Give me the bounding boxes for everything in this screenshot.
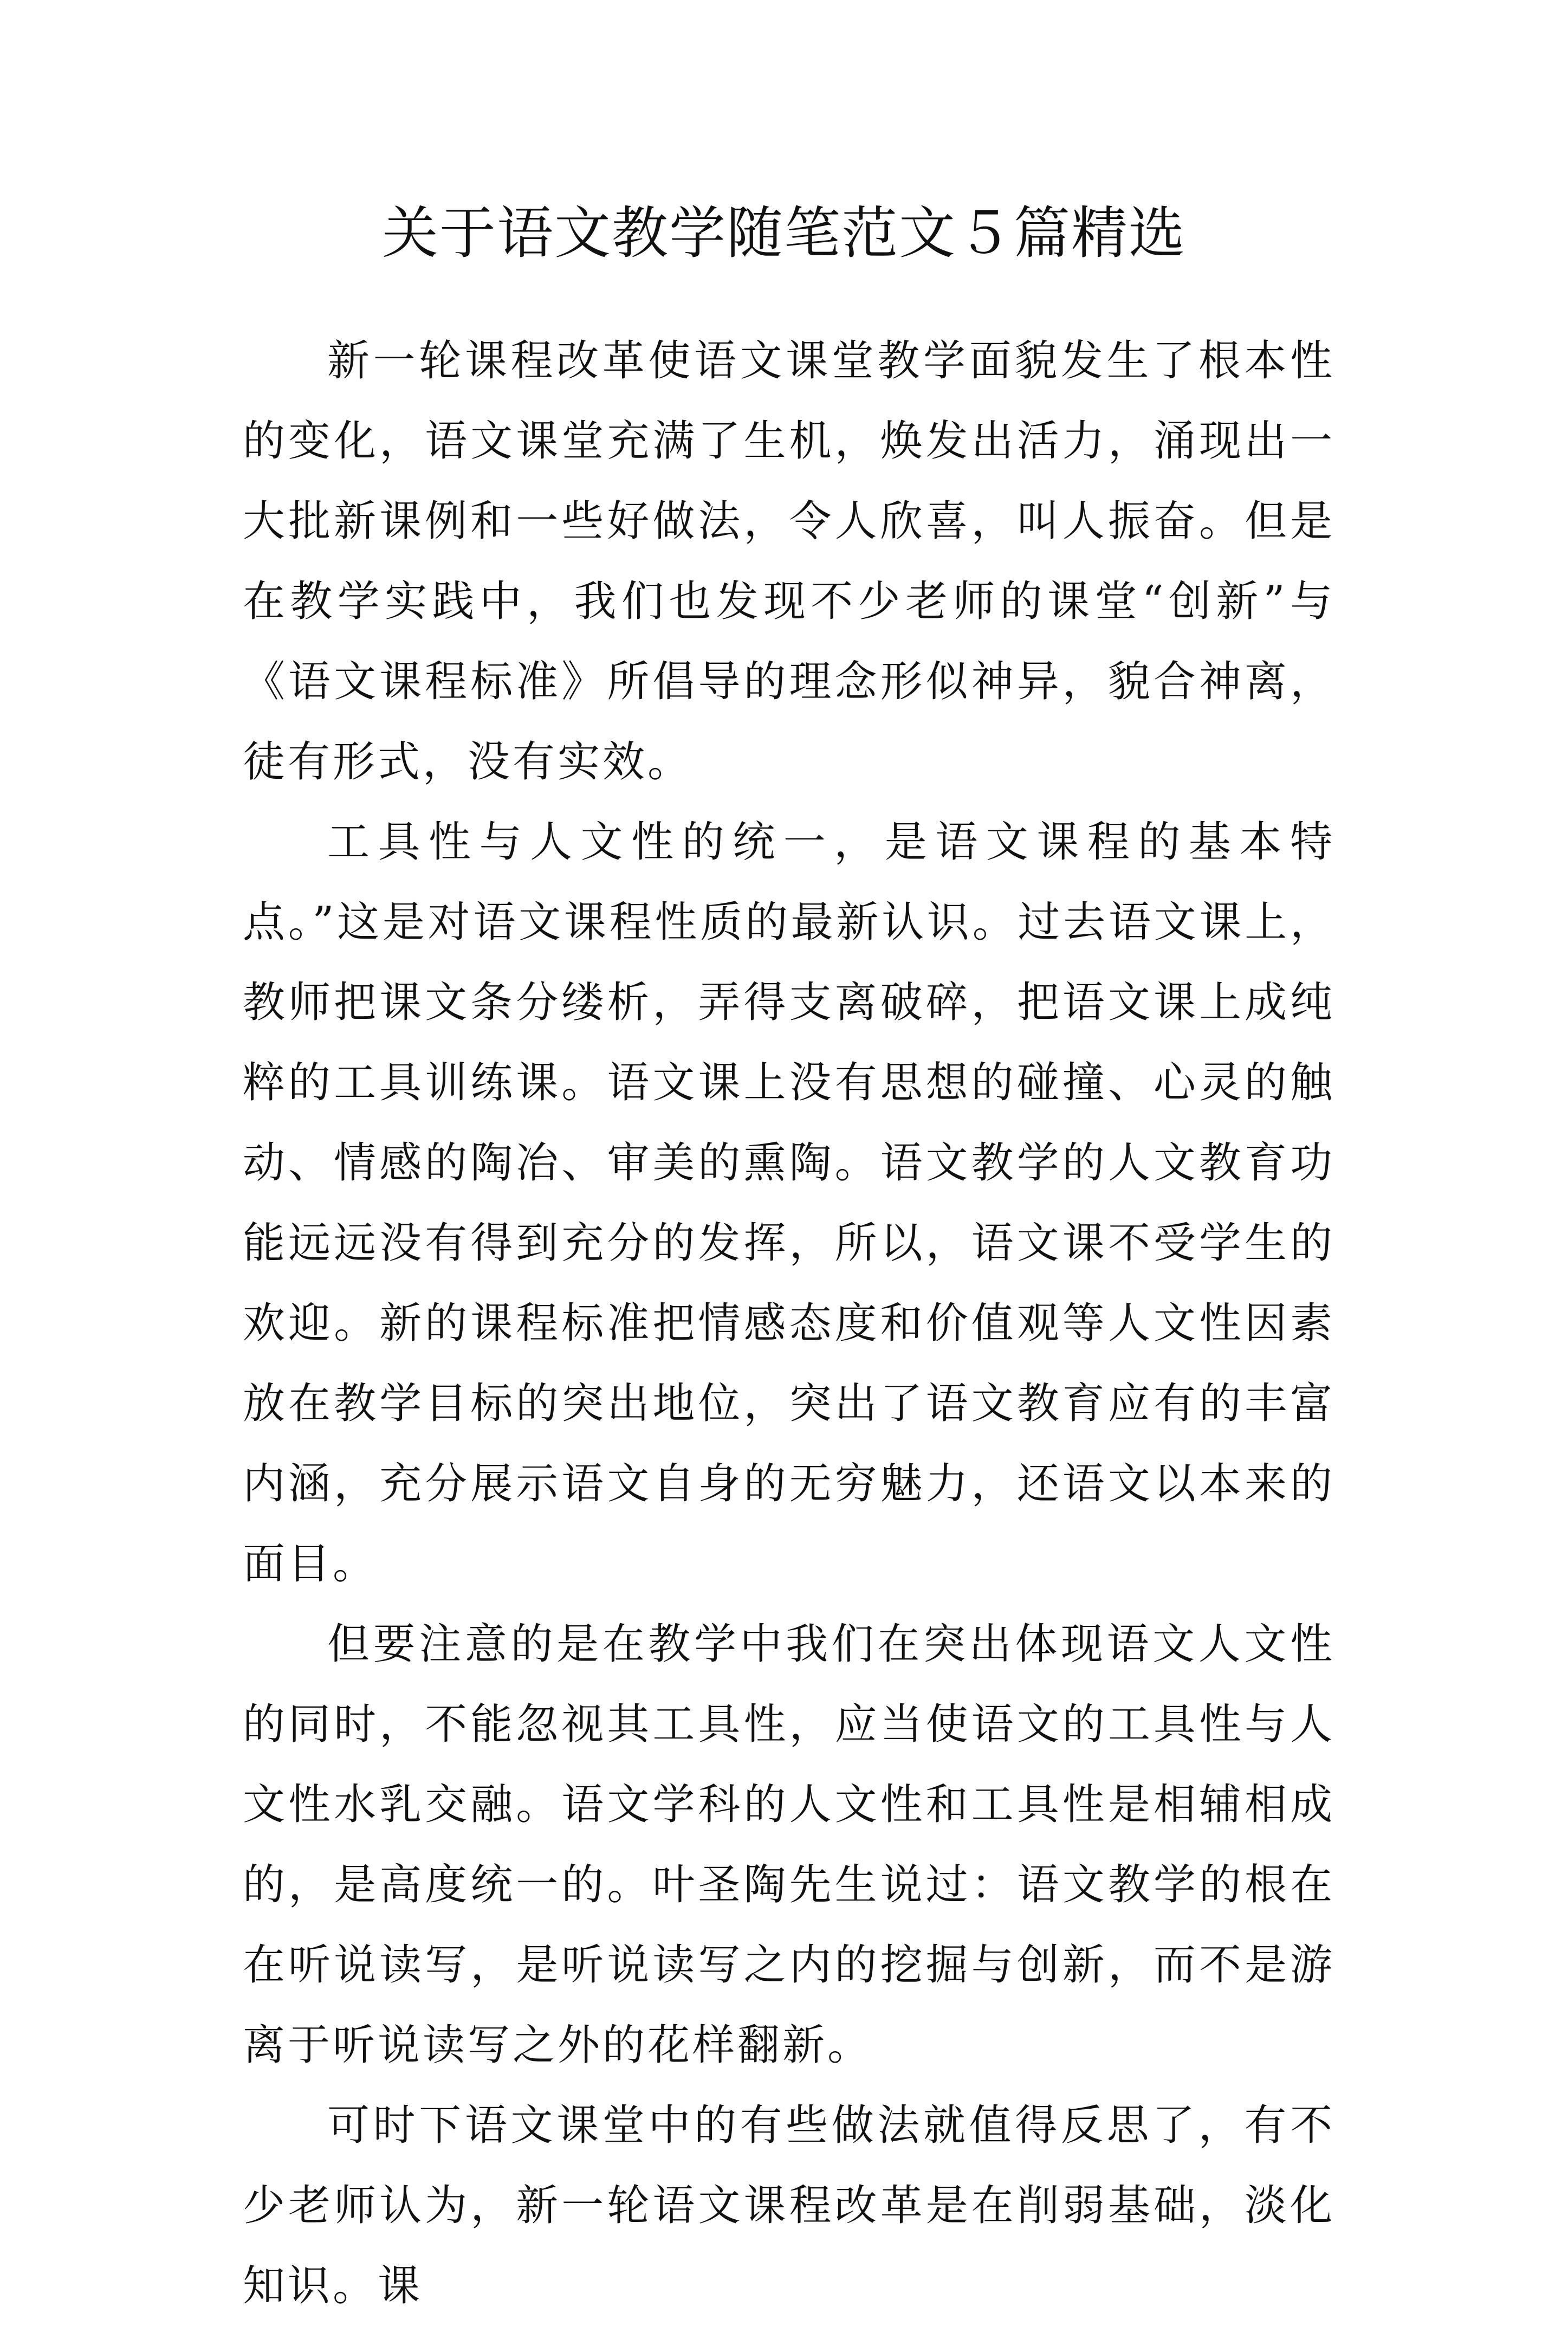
paragraph-1: 新一轮课程改革使语文课堂教学面貌发生了根本性的变化，语文课堂充满了生机，焕发出活力，涌现出一大批新课例和一些好做法，令人欣喜，叫人振奋。但是在教学实践中，我们也发现不少老师的课堂“创新”与《语文课程标准》所倡导的理念形似神异，貌合神离，徒有形式，没有实效。 xyxy=(243,337,1335,786)
document-body xyxy=(243,321,1335,2326)
paragraph-4: 可时下语文课堂中的有些做法就值得反思了，有不少老师认为，新一轮语文课程改革是在削弱基础，淡化知识。课 xyxy=(243,2101,1335,2310)
document-title: 关于语文教学随笔范文５篇精选 xyxy=(381,200,1186,266)
paragraph-2: 工具性与人文性的统一，是语文课程的基本特点。”这是对语文课程性质的最新认识。过去语文课上，教师把课文条分缕析，弄得支离破碎，把语文课上成纯粹的工具训练课。语文课上没有思想的碰撞、心灵的触动、情感的陶冶、审美的熏陶。语文教学的人文教育功能远远没有得到充分的发挥，所以，语文课不受学生的欢迎。新的课程标准把情感态度和价值观等人文性因素放在教学目标的突出地位，突出了语文教育应有的丰富内涵，充分展示语文自身的无穷魅力，还语文以本来的面目。 xyxy=(243,818,1335,1588)
paragraph-3: 但要注意的是在教学中我们在突出体现语文人文性的同时，不能忽视其工具性，应当使语文的工具性与人文性水乳交融。语文学科的人文性和工具性是相辅相成的，是高度统一的。叶圣陶先生说过：语文教学的根在在听说读写，是听说读写之内的挖掘与创新，而不是游离于听说读写之外的花样翻新。 xyxy=(243,1620,1335,2070)
